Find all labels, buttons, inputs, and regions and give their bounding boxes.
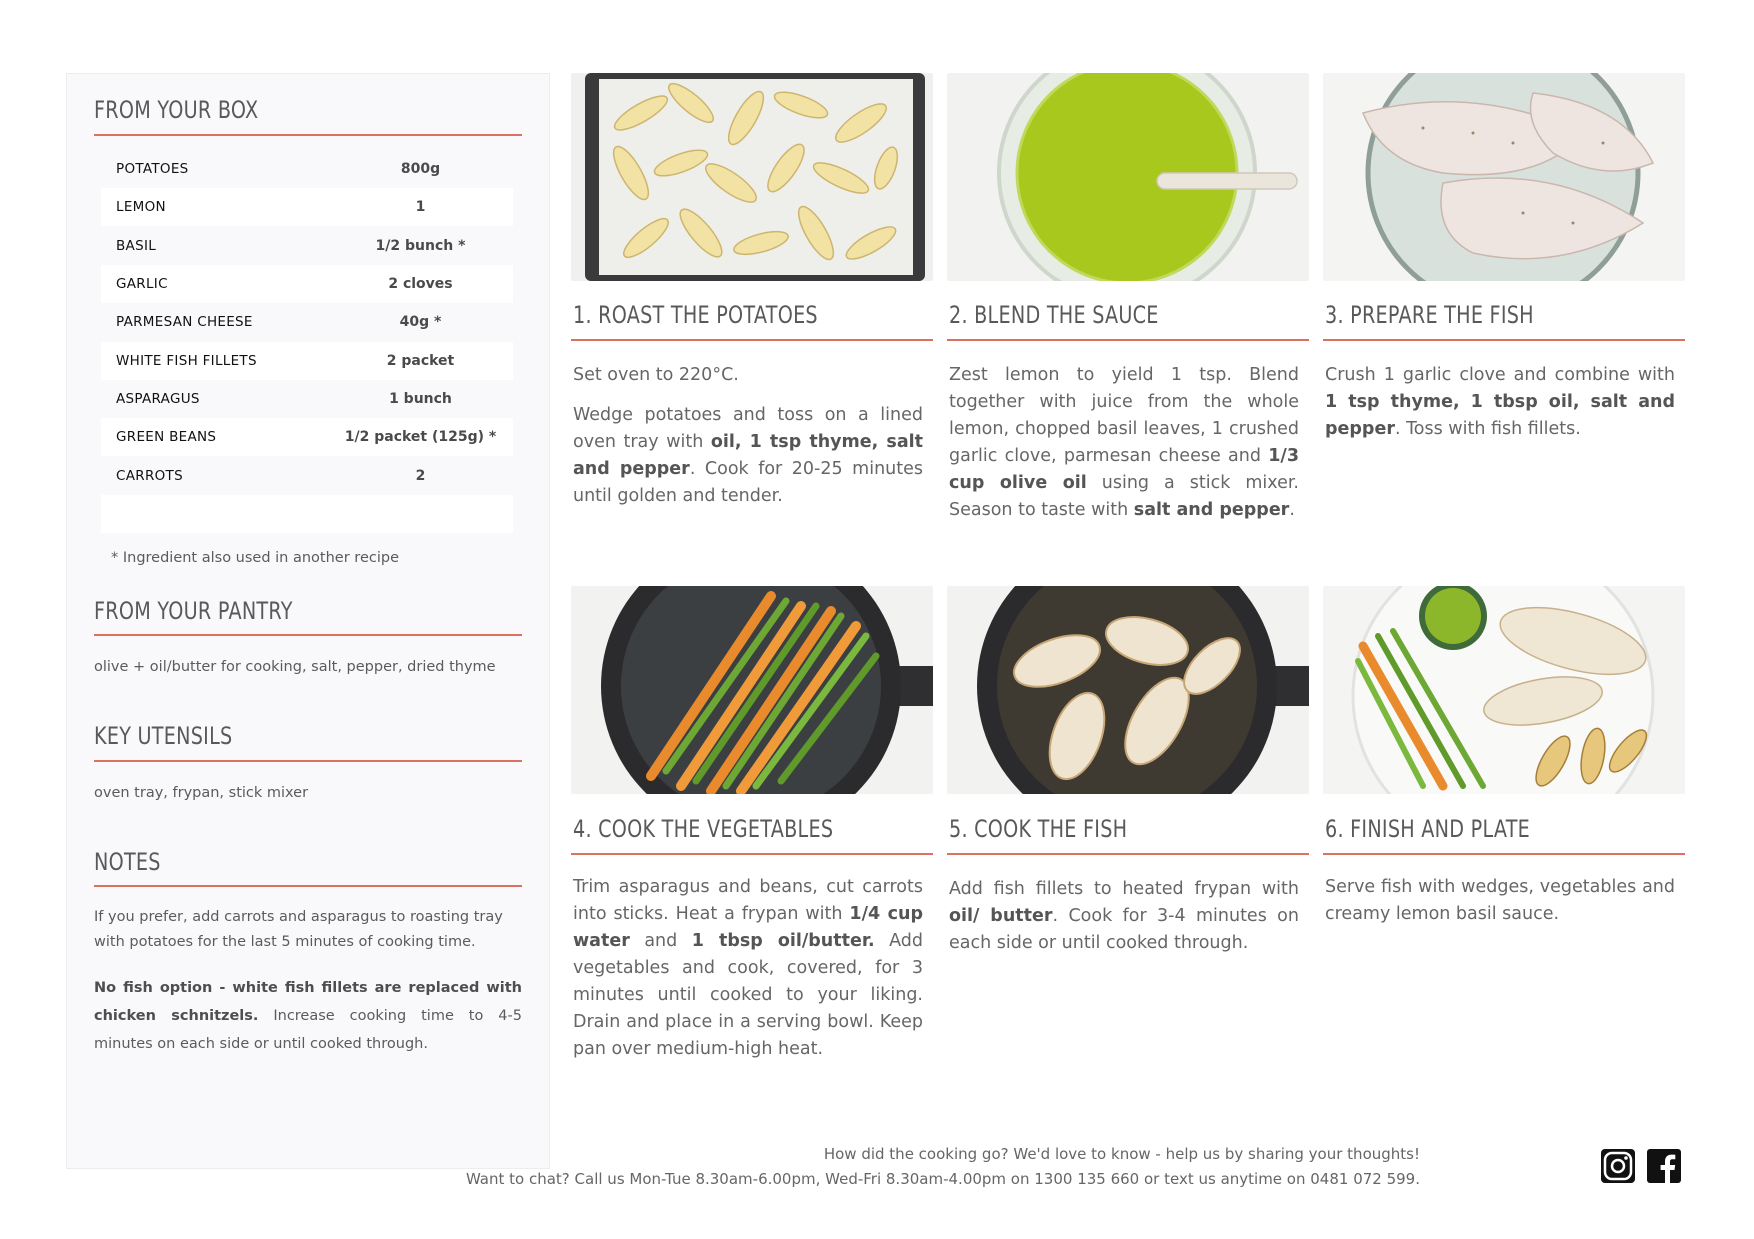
utensils-title: KEY UTENSILS <box>94 722 233 750</box>
ingredient-qty: 1 <box>415 199 426 215</box>
from-box-rule <box>94 134 522 136</box>
step-3-text <box>1325 362 1675 456</box>
pantry-title: FROM YOUR PANTRY <box>94 597 293 625</box>
ingredient-row <box>101 418 513 456</box>
from-box-title: FROM YOUR BOX <box>94 96 259 124</box>
step-6-photo <box>1323 586 1685 794</box>
step-text-run: Set oven to 220°C. <box>573 365 739 385</box>
ingredient-name: PARMESAN CHEESE <box>116 314 253 330</box>
ingredient-row-empty <box>101 495 513 533</box>
step-2-rule <box>947 339 1309 341</box>
ingredient-qty: 800g <box>400 161 441 177</box>
footer-feedback: How did the cooking go? We'd love to know - help us by sharing your thoughts! <box>823 1145 1420 1163</box>
step-6-text <box>1325 874 1675 941</box>
step-text-run: . Cook for 3-4 minutes on each side or until cooked through. <box>949 906 1299 953</box>
ingredient-name: BASIL <box>116 238 157 254</box>
step-text-run: . <box>1289 500 1295 520</box>
step-3-rule <box>1323 339 1685 341</box>
ingredient-name: LEMON <box>116 199 166 215</box>
step-1-text <box>573 362 923 523</box>
notes-no-fish-text: Increase cooking time to 4-5 minutes on each side or until cooked through. <box>94 1008 522 1052</box>
ingredient-row <box>101 150 513 188</box>
step-paragraph <box>573 874 923 1063</box>
step-5-text <box>949 876 1299 970</box>
step-text-run: and <box>629 931 692 951</box>
step-3-title: 3. PREPARE THE FISH <box>1325 301 1534 329</box>
step-text-run: Serve fish with wedges, vegetables and creamy lemon basil sauce. <box>1325 877 1675 924</box>
step-6-rule <box>1323 853 1685 855</box>
ingredient-name: GARLIC <box>116 276 168 292</box>
ingredient-footnote: * Ingredient also used in another recipe <box>111 550 399 566</box>
step-paragraph <box>1325 362 1675 443</box>
ingredient-row <box>101 188 513 226</box>
step-paragraph <box>949 362 1299 524</box>
footer-contact: Want to chat? Call us Mon-Tue 8.30am-6.00pm, Wed-Fri 8.30am-4.00pm on 1300 135 660 or text us anytime on 0481 072 599. <box>465 1170 1420 1188</box>
step-4-photo <box>571 586 933 794</box>
ingredient-qty: 2 packet <box>386 353 455 369</box>
ingredient-row <box>101 303 513 341</box>
step-3-photo <box>1323 73 1685 281</box>
step-paragraph <box>573 362 923 389</box>
ingredient-name: WHITE FISH FILLETS <box>116 353 257 369</box>
notes-rule <box>94 885 522 887</box>
step-1-rule <box>571 339 933 341</box>
step-text-bold: 1 tsp thyme, 1 tbsp oil, salt and pepper <box>1325 392 1675 439</box>
ingredient-qty: 1/2 packet (125g) * <box>344 429 497 445</box>
notes-text: If you prefer, add carrots and asparagus to roasting tray with potatoes for the last 5 minutes of cooking time. <box>94 909 503 950</box>
notes-title: NOTES <box>94 848 161 876</box>
ingredient-row <box>101 342 513 380</box>
pantry-rule <box>94 634 522 636</box>
ingredient-qty: 1 bunch <box>389 391 452 407</box>
utensils-text: oven tray, frypan, stick mixer <box>94 785 309 801</box>
step-text-bold: 1/4 cup water <box>573 904 923 951</box>
step-text-bold: oil/ butter <box>949 906 1053 926</box>
step-text-run: . Cook for 20-25 minutes until golden and tender. <box>573 459 923 506</box>
step-text-run: Crush 1 garlic clove and combine with <box>1325 365 1675 385</box>
step-paragraph <box>949 876 1299 957</box>
ingredient-qty: 2 <box>415 468 426 484</box>
ingredient-row <box>101 457 513 495</box>
step-paragraph <box>1325 874 1675 928</box>
notes-no-fish-bold: No fish option - white fish fillets are replaced with chicken schnitzels. <box>94 980 522 1024</box>
ingredient-qty: 40g * <box>399 314 442 330</box>
step-4-rule <box>571 853 933 855</box>
step-text-bold: 1 tbsp oil/butter. <box>691 931 875 951</box>
instagram-icon[interactable] <box>1600 1148 1636 1184</box>
ingredient-name: CARROTS <box>116 468 183 484</box>
step-paragraph <box>573 402 923 510</box>
ingredient-qty: 2 cloves <box>388 276 453 292</box>
step-text-run: Add fish fillets to heated frypan with <box>949 879 1299 899</box>
ingredient-row <box>101 227 513 265</box>
step-4-text <box>573 874 923 1076</box>
pantry-text: olive + oil/butter for cooking, salt, pepper, dried thyme <box>94 659 496 675</box>
ingredient-name: GREEN BEANS <box>116 429 217 445</box>
step-text-run: . Toss with fish fillets. <box>1394 419 1581 439</box>
step-text-run: Zest lemon to yield 1 tsp. Blend together with juice from the whole lemon, chopped basil leaves, 1 crushed garlic clove, parmesan cheese and <box>949 365 1299 466</box>
step-5-rule <box>947 853 1309 855</box>
step-5-photo <box>947 586 1309 794</box>
ingredient-row <box>101 380 513 418</box>
step-text-run: Trim asparagus and beans, cut carrots into sticks. Heat a frypan with <box>573 877 923 924</box>
ingredient-qty: 1/2 bunch * <box>375 238 466 254</box>
step-text-bold: oil, 1 tsp thyme, salt and pepper <box>573 432 923 479</box>
step-text-run: using a stick mixer. Season to taste with <box>949 473 1299 520</box>
step-2-photo <box>947 73 1309 281</box>
step-2-text <box>949 362 1299 537</box>
step-1-photo <box>571 73 933 281</box>
utensils-rule <box>94 760 522 762</box>
step-4-title: 4. COOK THE VEGETABLES <box>573 815 834 843</box>
facebook-icon[interactable] <box>1646 1148 1682 1184</box>
ingredient-name: ASPARAGUS <box>116 391 200 407</box>
step-5-title: 5. COOK THE FISH <box>949 815 1128 843</box>
step-text-run: Wedge potatoes and toss on a lined oven tray with <box>573 405 923 452</box>
step-2-title: 2. BLEND THE SAUCE <box>949 301 1159 329</box>
step-text-bold: salt and pepper <box>1133 500 1290 520</box>
step-6-title: 6. FINISH AND PLATE <box>1325 815 1531 843</box>
ingredient-name: POTATOES <box>116 161 189 177</box>
ingredient-row <box>101 265 513 303</box>
notes-no-fish <box>94 974 522 1058</box>
step-text-run: Add vegetables and cook, covered, for 3 minutes until cooked to your liking. Drain and place in a serving bowl. Keep pan over medium-high heat. <box>573 931 923 1059</box>
ingredients-panel <box>66 73 550 1169</box>
step-text-bold: 1/3 cup olive oil <box>949 446 1299 493</box>
step-1-title: 1. ROAST THE POTATOES <box>573 301 818 329</box>
